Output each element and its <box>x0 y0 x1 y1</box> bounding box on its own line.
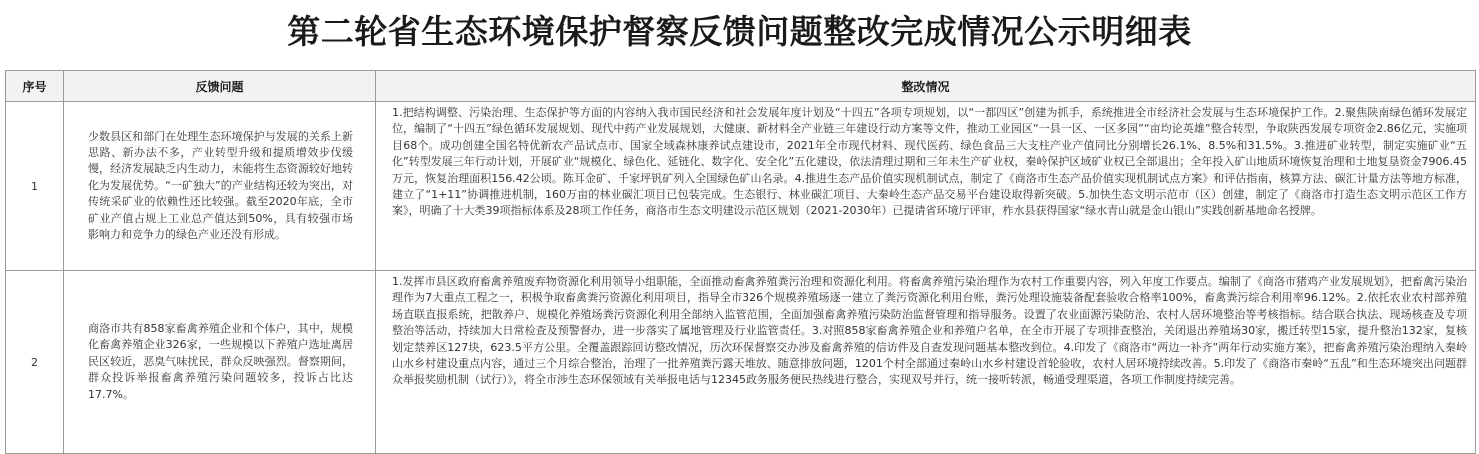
table-row <box>6 271 1476 454</box>
rectification-cell: 1.发挥市县区政府畜禽养殖废弃物资源化利用领导小组职能，全面推动畜禽养殖粪污治理和资源化利用。将畜禽养殖污染治理作为农村工作重要内容，列入年度工作要点。编制了《商洛市猪鸡产业发展规划》，把畜禽污染治理作为7大重点工程之一，积极争取畜禽粪污资源化利用项目，指导全市326个规模养殖场逐一建立了粪污资源化利用台账，粪污处理设施装备配套验收合格率100%，畜禽粪污综合利用率96.12%。2.依托农业农村部养殖场直联直报系统，把散养户、规模化养殖场粪污资源化利用全部纳入监管范围，全面加强畜禽养殖污染防治监督管理和指导服务。设置了农业面源污染防治、农村人居环境整治等考核指标。结合联合执法、现场核查及专项整治等活动，持续加大日常检查及预警督办，进一步落实了属地管理及行业监管责任。3.对照858家畜禽养殖企业和养殖户名单，在全市开展了专项排查整治，关闭退出养殖场30家，搬迁转型15家，提升整治132家，复核划定禁养区127块，623.5平方公里。全覆盖跟踪回访整改情况，历次环保督察交办涉及畜禽养殖的信访件及自查发现问题基本整改到位。4.印发了《商洛市“两边一补齐”两年行动实施方案》，把畜禽养殖污染治理纳入秦岭山水乡村建设重点内容，通过三个月综合整治，治理了一批养殖粪污露天堆放、随意排放问题，1201个村全部通过秦岭山水乡村建设首轮验收，农村人居环境持续改善。5.印发了《商洛市秦岭“五乱”和生态环境突出问题群众举报奖励机制（试行）》，将全市涉生态环保领域有关举报电话与12345政务服务便民热线进行整合，实现双号并行，统一接听转派，畅通受理渠道，各项工作制度持续完善。 <box>376 271 1476 454</box>
row-number: 2 <box>6 271 64 454</box>
table-header-row <box>6 71 1476 102</box>
rectification-cell: 1.把结构调整、污染治理、生态保护等方面的内容纳入我市国民经济和社会发展年度计划及“十四五”各项专项规划，以“一都四区”创建为抓手，系统推进全市经济社会发展与生态环境保护工作。2.聚焦陕南绿色循环发展定位，编制了“十四五”绿色循环发展规划、现代中药产业发展规划，大健康、新材料全产业链三年建设行动方案等文件，推动工业园区“一县一区、一区多园”“亩均论英雄”整合转型，争取陕西发展专项资金2.86亿元，实施项目68个。成功创建全国名特优新农产品试点市、国家全域森林康养试点建设市，2021年全市现代材料、现代医药、绿色食品三大支柱产业产值同比分别增长26.1%、8.5%和31.5%。3.推进矿业转型，制定实施矿业“五化”转型发展三年行动计划，开展矿业“规模化、绿色化、延链化、数字化、安全化”五化建设，依法清理过期和三年未生产矿业权，秦岭保护区域矿业权已全部退出；全年投入矿山地质环境恢复治理和土地复垦资金7906.45万元，恢复治理面积156.42公顷。陈耳金矿、千家坪钒矿列入全国绿色矿山名录。4.推进生态产品价值实现机制试点，制定了《商洛市生态产品价值实现机制试点方案》和评估指南，核算方法、碳汇计量方法等地方标准，建立了“1+11”协调推进机制，160万亩的林业碳汇项目已包装完成。生态银行、林业碳汇项目、大秦岭生态产品交易平台建设取得新突破。5.加快生态文明示范市（区）创建，制定了《商洛市打造生态文明示范区工作方案》，明确了十大类39项指标体系及28项工作任务，商洛市生态文明建设示范区规划（2021-2030年）已提请省环境厅评审，柞水县获得国家“绿水青山就是金山银山”实践创新基地命名授牌。 <box>376 102 1476 271</box>
header-serial-number: 序号 <box>6 71 64 102</box>
row-number: 1 <box>6 102 64 271</box>
feedback-issue-cell: 商洛市共有858家畜禽养殖企业和个体户，其中，规模化畜禽养殖企业326家，一些规模以下养殖户选址离居民区较近，恶臭气味扰民，群众反映强烈。督察期间，群众投诉举报畜禽养殖污染问题较多，投诉占比达17.7%。 <box>64 271 376 454</box>
page-title: 第二轮省生态环境保护督察反馈问题整改完成情况公示明细表 <box>287 12 1192 51</box>
feedback-issue-cell: 少数县区和部门在处理生态环境保护与发展的关系上新思路、新办法不多，产业转型升级和提质增效步伐缓慢，经济发展缺乏内生动力，未能将生态资源较好地转化为发展优势。“一矿独大”的产业结构还较为突出，对传统采矿业的依赖性还比较强。截至2020年底，全市矿业产值占规上工业总产值达到50%，具有较强市场影响力和竞争力的绿色产业还没有形成。 <box>64 102 376 271</box>
table-row <box>6 102 1476 271</box>
header-rectification-status: 整改情况 <box>376 71 1476 102</box>
header-feedback-issue: 反馈问题 <box>64 71 376 102</box>
rectification-table <box>5 70 1476 454</box>
